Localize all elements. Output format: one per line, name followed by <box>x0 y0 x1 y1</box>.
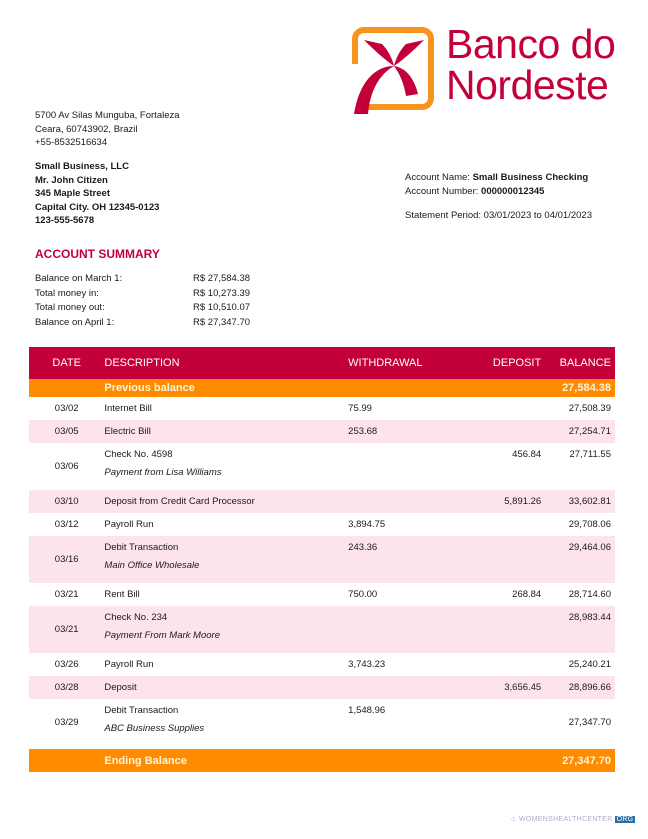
watermark: ⁘ WOMENSHEALTHCENTER ORG <box>510 815 634 824</box>
summary-row: Total money in: R$ 10,273.39 <box>35 287 251 299</box>
summary-row: Balance on March 1: R$ 27,584.38 <box>35 273 251 284</box>
ending-balance-row <box>29 749 615 772</box>
table-row: 03/06 Check No. 4598 Payment from Lisa Williams 456.84 27,711.55 <box>54 449 611 478</box>
customer-address <box>35 160 159 228</box>
summary-row: Balance on April 1: R$ 27,347.70 <box>35 316 251 328</box>
account-name: Account Name: Small Business Checking <box>405 172 589 183</box>
statement-period: Statement Period: 03/01/2023 to 04/01/2023 <box>405 210 592 221</box>
customer-line: Capital City. OH 12345-0123 <box>35 201 160 213</box>
account-info <box>405 171 592 223</box>
previous-balance-row <box>29 379 615 397</box>
table-row: 03/16 Debit Transaction Main Office Wholesale 243.36 29,464.06 <box>29 536 615 583</box>
table-row: 03/02 Internet Bill 75.99 27,508.39 <box>54 403 611 414</box>
previous-balance-value: 27,584.38 <box>541 379 615 397</box>
header-balance: BALANCE <box>541 347 615 379</box>
account-summary-title: ACCOUNT SUMMARY <box>35 247 160 261</box>
table-row: 03/21 Rent Bill 750.00 268.84 28,714.60 <box>54 589 611 600</box>
bank-logo <box>348 21 628 112</box>
table-row: 03/29 Debit Transaction ABC Business Supplies 1,548.96 27,347.70 <box>54 705 611 734</box>
customer-line: Small Business, LLC <box>35 161 129 172</box>
account-number: Account Number: 000000012345 <box>405 185 545 197</box>
header-deposit: DEPOSIT <box>460 347 542 379</box>
previous-balance-label: Previous balance <box>104 379 348 397</box>
ending-balance-value: 27,347.70 <box>541 749 615 772</box>
header-date: DATE <box>29 347 104 379</box>
bank-name: Banco do Nordeste <box>446 21 616 108</box>
customer-line: 345 Maple Street <box>35 188 110 199</box>
customer-line: Mr. John Citizen <box>35 174 108 186</box>
customer-line: 123-555-5678 <box>35 215 95 226</box>
bank-address <box>35 109 180 150</box>
account-summary <box>35 272 250 330</box>
watermark-dots-icon: ⁘ <box>510 815 518 824</box>
header-description: DESCRIPTION <box>104 347 348 379</box>
table-header <box>29 347 615 379</box>
table-row: 03/05 Electric Bill 253.68 27,254.71 <box>29 420 615 443</box>
ending-balance-label: Ending Balance <box>104 749 348 772</box>
table-row: 03/26 Payroll Run 3,743.23 25,240.21 <box>54 659 611 670</box>
header-withdrawal: WITHDRAWAL <box>348 347 460 379</box>
table-row: 03/21 Check No. 234 Payment From Mark Moore 28,983.44 <box>29 606 615 653</box>
bank-address-line: 5700 Av Silas Munguba, Fortaleza <box>35 110 180 121</box>
summary-row: Total money out: R$ 10,510.07 <box>35 302 251 313</box>
table-row: 03/28 Deposit 3,656.45 28,896.66 <box>29 676 615 699</box>
bank-address-line: Ceara, 60743902, Brazil <box>35 123 138 135</box>
transactions-table <box>29 347 615 772</box>
table-row: 03/10 Deposit from Credit Card Processor 5,891.26 33,602.81 <box>29 490 615 513</box>
bank-phone: +55-8532516634 <box>35 137 108 148</box>
table-row: 03/12 Payroll Run 3,894.75 29,708.06 <box>54 519 611 530</box>
bank-logo-icon <box>348 24 440 116</box>
